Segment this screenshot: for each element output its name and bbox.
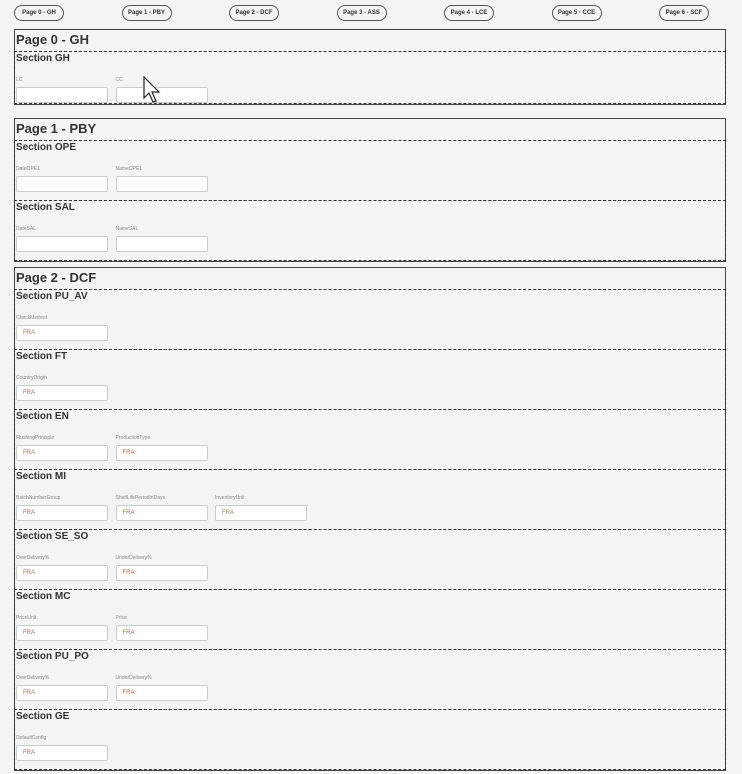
section-title: Section FT	[16, 351, 68, 362]
page-tabs	[14, 5, 714, 21]
form-section	[14, 140, 726, 201]
page-title: Page 2 - DCF	[16, 270, 97, 285]
field-placeholder: FRA	[23, 630, 35, 636]
field-placeholder: FRA	[122, 450, 135, 456]
page-panel-2	[14, 267, 726, 771]
section-title: Section MC	[16, 591, 71, 602]
section-title: Section EN	[16, 411, 69, 422]
field-input[interactable]	[16, 87, 108, 103]
page-panel-0	[14, 29, 726, 105]
tab-page-5[interactable]: Page 5 - CCE	[552, 5, 602, 21]
field-placeholder: FRA	[122, 630, 135, 636]
page-panel-1	[14, 118, 726, 262]
form-field	[16, 615, 108, 641]
field-input[interactable]	[16, 625, 108, 641]
form-field	[116, 166, 208, 192]
field-label: InventoryUnit	[215, 495, 245, 501]
field-placeholder: FRA	[23, 570, 35, 576]
field-placeholder: FRA	[23, 690, 35, 696]
field-input[interactable]	[116, 176, 208, 192]
field-label: DateSAL	[16, 226, 37, 232]
field-label: Price	[115, 615, 127, 621]
section-title: Section PU_AV	[16, 291, 88, 302]
form-field	[116, 226, 208, 252]
field-input[interactable]	[116, 685, 208, 701]
field-placeholder: FRA	[23, 450, 35, 456]
form-section	[14, 409, 726, 470]
field-placeholder: FRA	[222, 510, 234, 516]
tab-page-4[interactable]: Page 4 - LCE	[444, 5, 494, 21]
form-section	[14, 200, 726, 261]
field-label: PriceUnit	[16, 615, 37, 621]
section-title: Section GE	[16, 711, 70, 722]
field-label: DefaultConfig	[16, 735, 47, 741]
form-section	[14, 709, 726, 770]
form-field	[16, 375, 108, 401]
field-input[interactable]	[16, 745, 108, 761]
form-field	[16, 77, 108, 103]
tab-page-0[interactable]: Page 0 - GH	[14, 5, 64, 21]
form-field	[16, 735, 108, 761]
field-label: CountryOrigin	[16, 375, 47, 381]
form-field	[116, 675, 208, 701]
tab-page-1[interactable]: Page 1 - PBY	[122, 5, 172, 21]
field-label: DateOPE1	[16, 166, 40, 172]
form-field	[116, 435, 208, 461]
field-label: BatchNumberGroup	[16, 495, 61, 501]
field-placeholder: FRA	[122, 510, 135, 516]
tab-page-2[interactable]: Page 2 - DCF	[229, 5, 279, 21]
field-label: UnderDelivery%	[115, 555, 152, 561]
field-input[interactable]	[116, 236, 208, 252]
form-field	[16, 166, 108, 192]
field-input[interactable]	[16, 565, 108, 581]
field-input[interactable]	[215, 505, 307, 521]
tab-page-6[interactable]: Page 6 - SCF	[659, 5, 709, 21]
form-field	[116, 495, 208, 521]
form-section	[14, 529, 726, 590]
field-label: ProductionType	[115, 435, 151, 441]
section-title: Section OPE	[16, 142, 77, 153]
form-section	[14, 349, 726, 410]
page-title: Page 1 - PBY	[16, 121, 97, 136]
field-input[interactable]	[116, 445, 208, 461]
section-title: Section GH	[16, 53, 70, 64]
form-field	[16, 315, 108, 341]
form-section	[14, 589, 726, 650]
field-placeholder: FRA	[23, 750, 35, 756]
page-title: Page 0 - GH	[16, 32, 89, 47]
mouse-cursor-icon	[143, 76, 163, 106]
form-field	[16, 495, 108, 521]
tab-page-3[interactable]: Page 3 - ASS	[337, 5, 387, 21]
form-field	[215, 495, 307, 521]
section-title: Section SE_SO	[16, 531, 89, 542]
section-title: Section MI	[16, 471, 67, 482]
field-label: OverDelivery%	[16, 675, 50, 681]
field-input[interactable]	[16, 236, 108, 252]
field-input[interactable]	[116, 625, 208, 641]
section-title: Section PU_PO	[16, 651, 89, 662]
field-label: LC	[16, 77, 23, 83]
form-field	[16, 435, 108, 461]
field-input[interactable]	[16, 505, 108, 521]
form-section	[14, 289, 726, 350]
form-section	[14, 469, 726, 530]
field-label: FlushingPrinciple	[16, 435, 55, 441]
form-field	[116, 615, 208, 641]
field-placeholder: FRA	[23, 330, 35, 336]
field-input[interactable]	[16, 685, 108, 701]
field-label: UnderDelivery%	[115, 675, 152, 681]
field-input[interactable]	[16, 445, 108, 461]
field-input[interactable]	[16, 176, 108, 192]
field-input[interactable]	[116, 565, 208, 581]
field-input[interactable]	[116, 505, 208, 521]
field-input[interactable]	[16, 385, 108, 401]
field-input[interactable]	[16, 325, 108, 341]
field-label: CheckMethod	[16, 315, 47, 321]
field-label: NameOPE1	[115, 166, 143, 172]
form-field	[116, 555, 208, 581]
field-label: CC	[115, 77, 123, 83]
section-title: Section SAL	[16, 202, 75, 213]
field-label: ShelfLifePeriodInDays	[115, 495, 165, 501]
field-placeholder: FRA	[23, 510, 35, 516]
field-placeholder: FRA	[122, 570, 135, 576]
form-section	[14, 649, 726, 710]
field-placeholder: FRA	[122, 690, 135, 696]
form-field	[16, 675, 108, 701]
field-label: NameSAL	[115, 226, 139, 232]
form-section	[14, 51, 726, 104]
field-label: OverDelivery%	[16, 555, 50, 561]
form-field	[16, 226, 108, 252]
form-field	[16, 555, 108, 581]
field-placeholder: FRA	[23, 390, 35, 396]
